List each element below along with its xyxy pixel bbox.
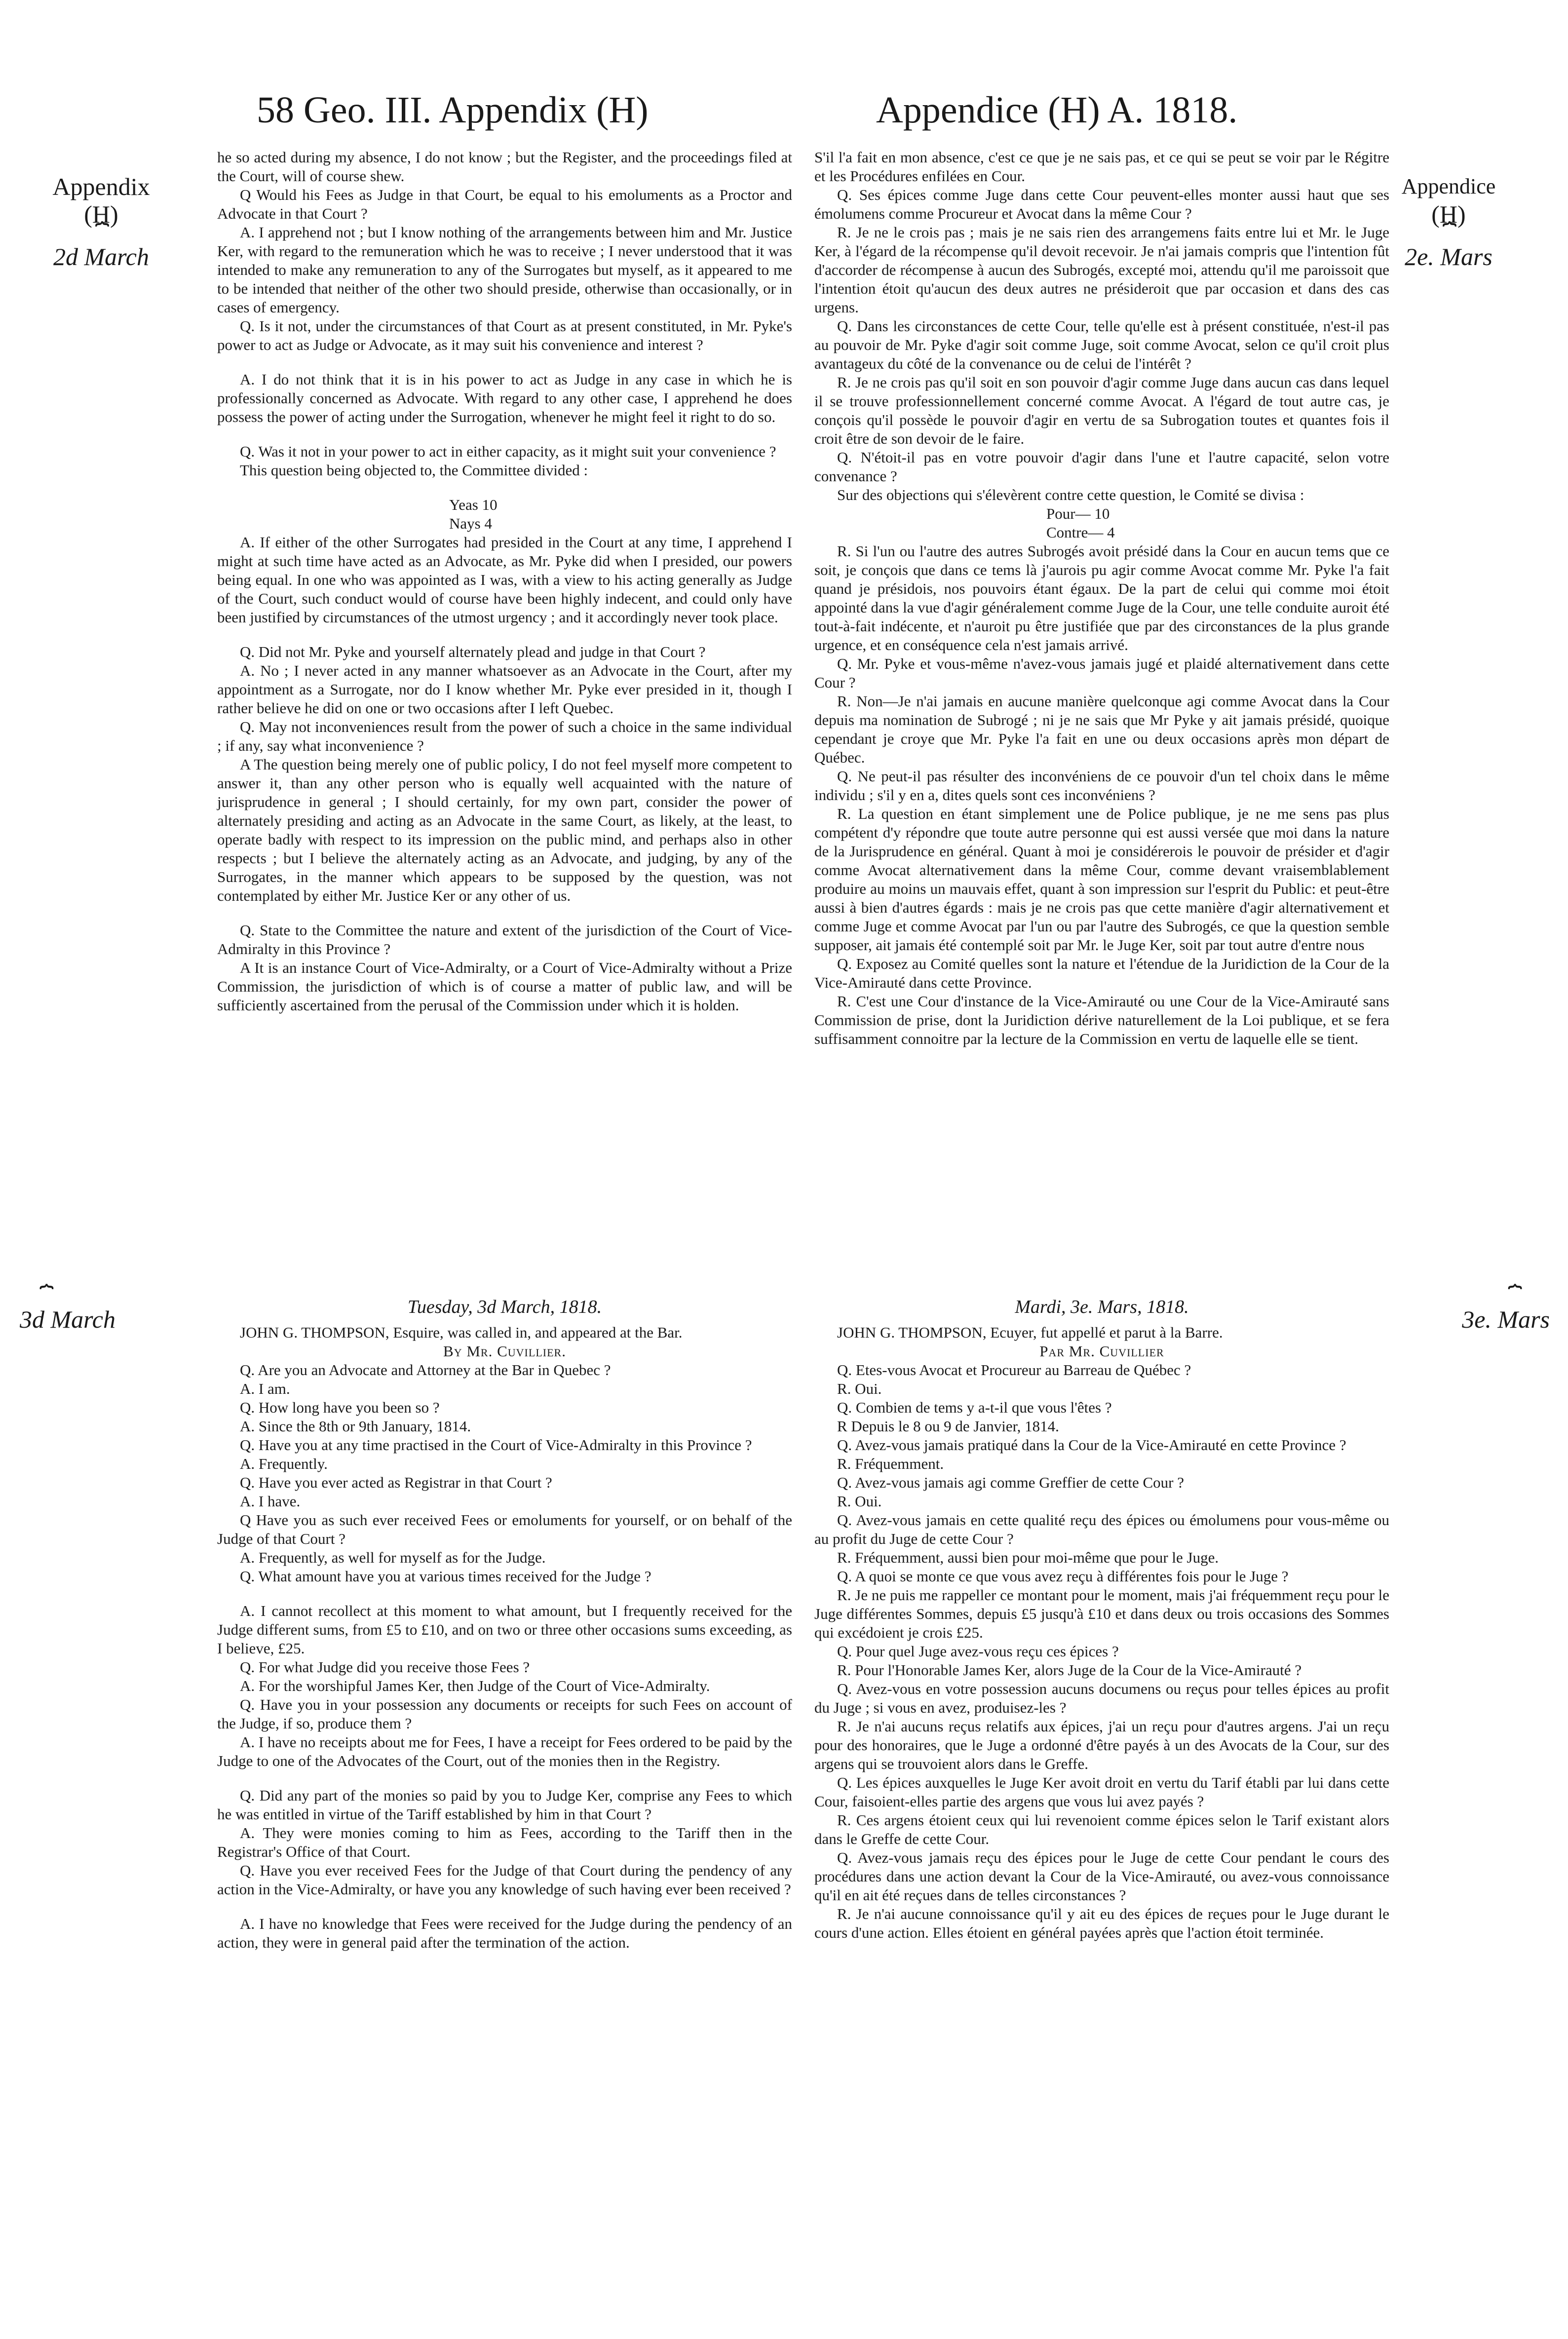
margin-top-left	[39, 173, 163, 270]
margin-appendice-label: Appendice	[1401, 174, 1496, 198]
vote-pour: Pour— 10	[1046, 505, 1110, 522]
paragraph: S'il l'a fait en mon absence, c'est ce que je ne sais pas, et ce qui se peut se voir par le Régitre et les Procédures enfilées en Cour.	[814, 149, 1389, 185]
paragraph: R. Je ne crois pas qu'il soit en son pouvoir d'agir comme Juge dans aucun cas dans lequel il se trouve professionnellement concerné comme Avocat. A l'égard de tout autre cas, je conçois qu'il possède le pouvoir d'agir en vertu de sa Subrogation toutes et quantes fois il croit être de son devoir de le faire.	[814, 374, 1389, 447]
paragraph: A. If either of the other Surrogates had presided in the Court at any time, I apprehend I might at such time have acted as an Advocate, as Mr. Pyke did when I presided, our powers being equal. In one who was appointed as I was, with a view to his acting generally as Judge of the Court, such conduct would of course have been highly indecent, and could only have been justified by circumstances of the utmost urgency ; and it accordingly never took place.	[217, 534, 792, 626]
paragraph: A. Since the 8th or 9th January, 1814.	[240, 1418, 471, 1435]
paragraph: R. Je n'ai aucuns reçus relatifs aux épices, j'ai un reçu pour d'autres argens. J'ai un reçu pour des honoraires, que le Juge a ordonné d'être payés à un des Avocats de la Cour, sur des argens qui se trouvoient alors dans le Greffe.	[814, 1718, 1389, 1772]
paragraph: A. No ; I never acted in any manner whatsoever as an Advocate in the Court, after my appointment as a Surrogate, nor do I know whether Mr. Pyke ever presided in it, though I rather believe he did on one or two occasions after I left Quebec.	[217, 662, 792, 717]
paragraph: Q. Did not Mr. Pyke and yourself alternately plead and judge in that Court ?	[240, 643, 706, 660]
paragraph: R. C'est une Cour d'instance de la Vice-Amirauté ou une Cour de la Vice-Amirauté sans Commission de prise, dont la Juridiction dérive naturellement de la Loi publique, et se fera suffisamment connoitre par la lecture de la Commission en vertu de laquelle elle se tient.	[814, 993, 1389, 1047]
witness-intro: JOHN G. THOMPSON, Esquire, was called in, and appeared at the Bar.	[240, 1324, 683, 1341]
paragraph: Q. Are you an Advocate and Attorney at the Bar in Quebec ?	[240, 1361, 611, 1379]
paragraph: Q. Have you at any time practised in the Court of Vice-Admiralty in this Province ?	[240, 1436, 752, 1454]
paragraph: Q. Exposez au Comité quelles sont la nature et l'étendue de la Juridiction de la Cour de la Vice-Amirauté dans cette Province.	[814, 955, 1389, 991]
paragraph: A. Frequently, as well for myself as for the Judge.	[240, 1549, 546, 1566]
witness-intro: JOHN G. THOMPSON, Ecuyer, fut appellé et parut à la Barre.	[837, 1324, 1223, 1341]
paragraph: R. Non—Je n'ai jamais en aucune manière quelconque agi comme Avocat dans la Cour depuis ma nomination de Subrogé ; ni je ne sais que Mr Pyke y ait jamais présidé, quoique cependant je croye que Mr. Pyke l'a fait en une ou deux occasions après mon départ de Québec.	[814, 692, 1389, 766]
paragraph: A. I am.	[240, 1380, 290, 1397]
paragraph: Q. How long have you been so ?	[240, 1399, 440, 1416]
margin-date: 2d March	[53, 243, 149, 270]
paragraph: Q. Is it not, under the circumstances of that Court as at present constituted, in Mr. Pyke's power to act as Judge or Advocate, as it may suit his convenience and interest ?	[217, 317, 792, 353]
paragraph: Q. Did any part of the monies so paid by you to Judge Ker, comprise any Fees to which he was entitled in virtue of the Tariff established by him in that Court ?	[217, 1787, 792, 1823]
paragraph: A. Frequently.	[240, 1455, 328, 1472]
paragraph: A. I do not think that it is in his power to act as Judge in any case in which he is professionally concerned as Advocate. With regard to any other case, I apprehend he does possess the power of acting under the Surrogation, whenever he might feel it right to do so.	[217, 371, 792, 425]
paragraph: Q. Have you ever received Fees for the Judge of that Court during the pendency of any action in the Vice-Admiralty, or have you any knowledge of such having ever been received ?	[217, 1862, 792, 1898]
margin-date: 3e. Mars	[1462, 1305, 1550, 1333]
margin-top-right	[1377, 173, 1520, 270]
paragraph: Q Would his Fees as Judge in that Court, be equal to his emoluments as a Proctor and Advocate in that Court ?	[217, 186, 792, 222]
paragraph: Q. Les épices auxquelles le Juge Ker avoit droit en vertu du Tarif établi par lui dans cette Cour, faisoient-elles partie des argens que vous lui avez payés ?	[814, 1774, 1389, 1810]
margin-date: 2e. Mars	[1405, 243, 1492, 270]
paragraph: R Depuis le 8 ou 9 de Janvier, 1814.	[837, 1418, 1059, 1435]
paragraph: Q. Avez-vous en votre possession aucuns documens ou reçus pour telles épices au profit du Juge ; si vous en avez, produisez-les ?	[814, 1680, 1389, 1716]
english-column-bottom	[217, 1291, 792, 1952]
paragraph: Q. Pour quel Juge avez-vous reçu ces épices ?	[837, 1643, 1119, 1660]
header-left: 58 Geo. III. Appendix (H)	[257, 89, 649, 131]
paragraph: Q Have you as such ever received Fees or emoluments for yourself, or on behalf of the Judge of that Court ?	[217, 1511, 792, 1547]
vote-nays: Nays 4	[449, 515, 492, 532]
paragraph: Q. For what Judge did you receive those Fees ?	[240, 1658, 530, 1676]
paragraph: A It is an instance Court of Vice-Admiralty, or a Court of Vice-Admiralty without a Prize Commission, the jurisdiction of which is of course a matter of public law, and will be sufficiently ascertained from the perusal of the Commission under which it is holden.	[217, 959, 792, 1014]
french-column-bottom	[814, 1291, 1389, 1942]
paragraph: Q. Was it not in your power to act in either capacity, as it might suit your convenience ?	[240, 443, 776, 460]
paragraph: Q. Dans les circonstances de cette Cour, telle qu'elle est à présent constituée, n'est-il pas au pouvoir de Mr. Pyke d'agir soit comme Juge, soit comme Avocat, selon ce qu'il croit plus avantageux du côté de la convenance ou de celui de l'intérêt ?	[814, 317, 1389, 372]
paragraph: Q. Mr. Pyke et vous-même n'avez-vous jamais jugé et plaidé alternativement dans cette Cour ?	[814, 655, 1389, 691]
english-column-top	[217, 148, 792, 1015]
paragraph: Q. A quoi se monte ce que vous avez reçu à différentes fois pour le Juge ?	[837, 1568, 1289, 1585]
paragraph: Q. Have you ever acted as Registrar in that Court ?	[240, 1474, 552, 1491]
margin-bottom-left	[20, 1285, 207, 1333]
paragraph: R. Fréquemment.	[837, 1455, 944, 1472]
paragraph: Q. Avez-vous jamais en cette qualité reçu des épices ou émolumens pour vous-même ou au profit du Juge de cette Cour ?	[814, 1511, 1389, 1547]
paragraph: R. Oui.	[837, 1493, 882, 1510]
paragraph: R. Je n'ai aucune connoissance qu'il y ait eu des épices de reçues pour le Juge durant le cours d'une action. Elles étoient en général payées après que l'action étoit terminée.	[814, 1905, 1389, 1941]
brace-ornament: ⏞	[39, 1285, 52, 1311]
paragraph: Q. Etes-vous Avocat et Procureur au Barreau de Québec ?	[837, 1361, 1191, 1379]
header-right: Appendice (H) A. 1818.	[876, 89, 1238, 131]
paragraph: A. I cannot recollect at this moment to what amount, but I frequently received for the Judge different sums, from £5 to £10, and on two or three other occasions sums exceeding, as I believe, £25.	[217, 1602, 792, 1657]
paragraph: Q. May not inconveniences result from the power of such a choice in the same individual ; if any, say what inconvenience ?	[217, 718, 792, 754]
paragraph: Q. Ses épices comme Juge dans cette Cour peuvent-elles monter aussi haut que ses émolumens comme Procureur et Avocat dans la même Cour ?	[814, 186, 1389, 222]
vote-contre: Contre— 4	[1046, 524, 1115, 541]
paragraph: Q. N'étoit-il pas en votre pouvoir d'agir dans l'une et l'autre capacité, selon votre convenance ?	[814, 449, 1389, 485]
french-dateline: Mardi, 3e. Mars, 1818.	[1015, 1297, 1189, 1317]
paragraph: Sur des objections qui s'élevèrent contre cette question, le Comité se divisa :	[837, 486, 1304, 503]
english-dateline: Tuesday, 3d March, 1818.	[407, 1297, 602, 1317]
margin-appendix-label: Appendix	[52, 173, 150, 200]
paragraph: Q. What amount have you at various times received for the Judge ?	[240, 1568, 651, 1585]
paragraph: Q. Ne peut-il pas résulter des inconvéniens de ce pouvoir d'un tel choix dans le même individu ; s'il y en a, dites quels sont ces inconvéniens ?	[814, 767, 1389, 804]
examiner-line: By Mr. Cuvillier.	[443, 1342, 566, 1360]
paragraph: A. I apprehend not ; but I know nothing of the arrangements between him and Mr. Justice Ker, with regard to the remuneration which he was to receive ; I never understood that it was intended to make any remuneration to any of the Surrogates but myself, as it appeared to me to be intended that neither of the other two should preside, otherwise than occasionally, or in cases of emergency.	[217, 224, 792, 316]
margin-appendice-letter: (H)	[1431, 200, 1466, 228]
paragraph: R. Oui.	[837, 1380, 882, 1397]
margin-appendix-letter: (H)	[84, 200, 118, 228]
paragraph: A. For the worshipful James Ker, then Judge of the Court of Vice-Admiralty.	[240, 1677, 710, 1694]
examiner-line: Par Mr. Cuvillier	[1039, 1342, 1164, 1360]
brace-ornament: ⏞	[1442, 222, 1455, 248]
brace-ornament: ⏞	[1508, 1285, 1520, 1311]
paragraph: This question being objected to, the Committee divided :	[240, 461, 588, 479]
paragraph: Q. Avez-vous jamais reçu des épices pour le Juge de cette Cour pendant le cours des procédures dans une action devant la Cour de la Vice-Amirauté, ou avez-vous connoissance qu'il en ait été reçues dans de telles circonstances ?	[814, 1849, 1389, 1904]
paragraph: A. I have no knowledge that Fees were received for the Judge during the pendency of an action, they were in general paid after the termination of the action.	[217, 1915, 792, 1951]
paragraph: Q. Avez-vous jamais agi comme Greffier de cette Cour ?	[837, 1474, 1184, 1491]
vote-yeas: Yeas 10	[449, 496, 497, 513]
paragraph: R. Pour l'Honorable James Ker, alors Juge de la Cour de la Vice-Amirauté ?	[837, 1661, 1302, 1679]
paragraph: A The question being merely one of public policy, I do not feel myself more competent to answer it, than any other person who is equally well acquainted with the nature of jurisprudence in general ; I should certainly, for my own part, consider the power of alternately presiding and acting as an Advocate in the same Court, as likely, at the least, to operate badly with respect to its impression on the public mind, and perhaps also in other respects ; but I believe the alternately acting as an Advocate, and judging, by any of the Surrogates, in the manner which appears to be supposed by the question, was not contemplated by either Mr. Justice Ker or any other of us.	[217, 756, 792, 904]
paragraph: Q. Have you in your possession any documents or receipts for such Fees on account of the Judge, if so, produce them ?	[217, 1696, 792, 1732]
paragraph: A. I have.	[240, 1493, 301, 1510]
paragraph: R. La question en étant simplement une de Police publique, je ne me sens pas plus compétent d'y répondre que toute autre personne qui est aussi versée que moi dans la nature de la Jurisprudence en général. Quant à moi je considérerois le pouvoir de présider et d'agir comme Avocat alternativement dans la même Cour, comme devant vraisemblablement produire au moins un mauvais effet, quant à son impression sur l'esprit du Public: et peut-être aussi à bien d'autres égards : mais je ne crois pas que cette manière d'agir alternativement et comme Juge et comme Avocat par l'un ou par l'autre des Subrogés, ce que la question semble supposer, ait jamais été contemplé soit par Mr. le Juge Ker, soit par tout autre d'entre nous	[814, 805, 1389, 954]
paragraph: R. Je ne le crois pas ; mais je ne sais rien des arrangemens faits entre lui et Mr. le Juge Ker, à l'égard de la récompense qu'il devoit recevoir. Je n'ai jamais compris que l'intention fût d'accorder de récompense à aucun des Subrogés, excepté moi, attendu qu'il me paroissoit que l'intention étoit qu'aucun des deux autres ne présideroit que par occasion et dans des cas urgens.	[814, 224, 1389, 316]
paragraph: A. I have no receipts about me for Fees, I have a receipt for Fees ordered to be paid by the Judge to one of the Advocates of the Court, out of the monies then in the Registry.	[217, 1733, 793, 1769]
margin-bottom-right	[1362, 1285, 1550, 1333]
paragraph: A. They were monies coming to him as Fees, according to the Tariff then in the Registrar's Office of that Court.	[217, 1824, 792, 1860]
paragraph: R. Si l'un ou l'autre des autres Subrogés avoit présidé dans la Cour en aucun tems que ce soit, je conçois que dans ce tems là j'aurois pu agir comme Avocat comme Mr. Pyke l'a fait quand je présidois, nos pouvoirs étant égaux. De la part de celui qui comme moi étoit appointé dans la vue d'agir généralement comme Juge de la Cour, une telle conduite auroit été tout-à-fait indécente, et n'auroit pu être justifiée que par des circonstances de la plus grande urgence, et en conséquence cela n'est jamais arrivé.	[814, 542, 1389, 653]
paragraph: Q. Avez-vous jamais pratiqué dans la Cour de la Vice-Amirauté en cette Province ?	[837, 1436, 1346, 1454]
margin-date: 3d March	[20, 1305, 115, 1333]
paragraph: R. Ces argens étoient ceux qui lui revenoient comme épices selon le Tarif existant alors dans le Greffe de cette Cour.	[814, 1811, 1389, 1847]
paragraph: Q. Combien de tems y a-t-il que vous l'êtes ?	[837, 1399, 1112, 1416]
paragraph: Q. State to the Committee the nature and extent of the jurisdiction of the Court of Vice-Admiralty in this Province ?	[217, 921, 792, 958]
paragraph: R. Je ne puis me rappeller ce montant pour le moment, mais j'ai fréquemment reçu pour le Juge différentes Sommes, depuis £5 jusqu'à £10 et dans deux ou trois occasions des Sommes qui excédoient je crois £25.	[814, 1586, 1389, 1641]
paragraph: he so acted during my absence, I do not know ; but the Register, and the proceedings filed at the Court, will of course shew.	[217, 149, 792, 185]
paragraph: R. Fréquemment, aussi bien pour moi-même que pour le Juge.	[837, 1549, 1219, 1566]
french-column-top	[814, 148, 1389, 1048]
brace-ornament: ⏞	[95, 222, 108, 248]
